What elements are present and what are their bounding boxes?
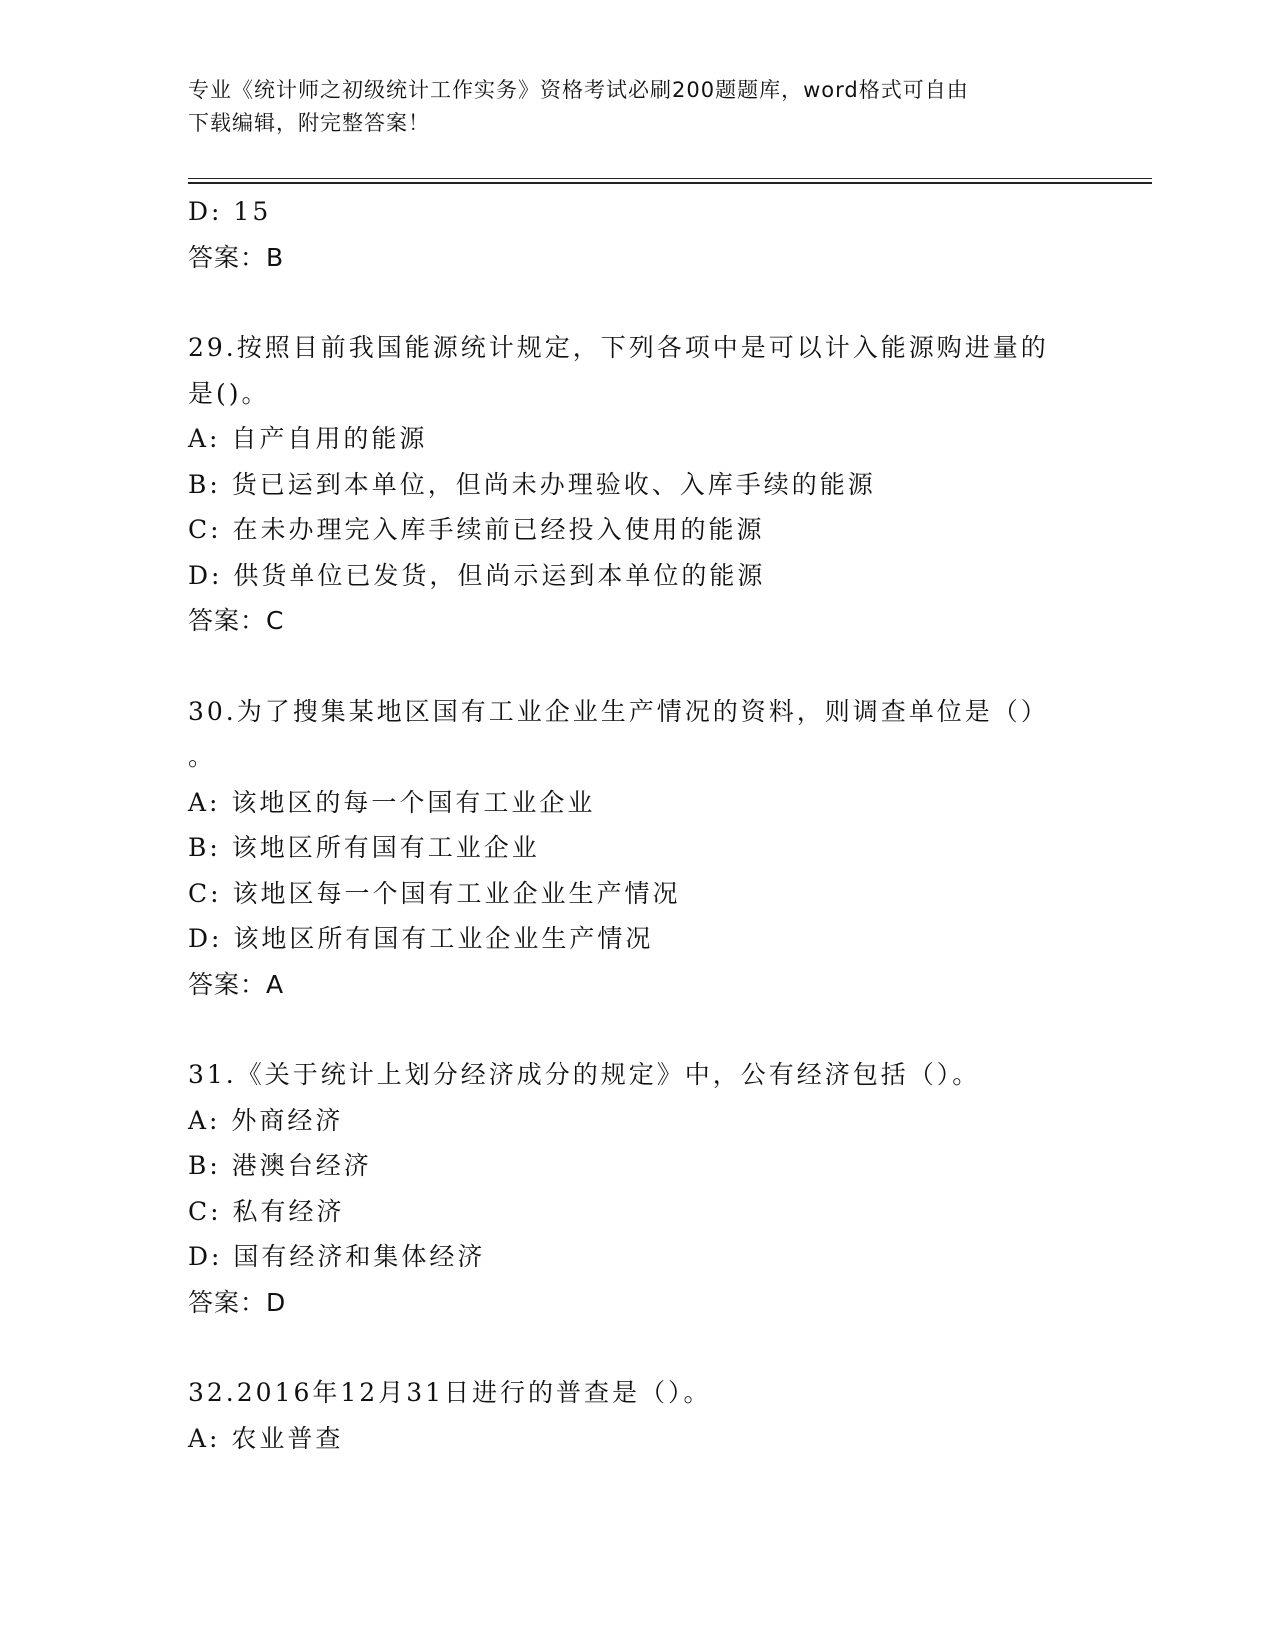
question-31 <box>188 1052 1148 1325</box>
option-d: D: 供货单位已发货，但尚示运到本单位的能源 <box>188 560 766 590</box>
question-29 <box>188 325 1148 644</box>
option-c: C: 该地区每一个国有工业企业生产情况 <box>188 878 681 908</box>
option-c: C: 私有经济 <box>188 1196 345 1226</box>
option-d: D: 国有经济和集体经济 <box>188 1242 486 1271</box>
question-stem: 30.为了搜集某地区国有工业企业生产情况的资料，则调查单位是（） <box>188 696 1049 726</box>
question-stem: 32.2016年12月31日进行的普查是（）。 <box>188 1378 712 1407</box>
question-30 <box>188 689 1148 1008</box>
option-b: B: 货已运到本单位，但尚未办理验收、入库手续的能源 <box>188 469 876 499</box>
header-line-2: 下载编辑，附完整答案！ <box>188 111 430 135</box>
question-stem-cont: 是()。 <box>188 378 270 408</box>
answer: 答案：D <box>188 1287 287 1317</box>
question-28-tail <box>188 189 1148 280</box>
document-header <box>188 74 1088 140</box>
question-list <box>188 189 1148 1461</box>
answer: 答案：C <box>188 606 285 635</box>
question-stem-cont: 。 <box>188 742 217 771</box>
option-d: D: 该地区所有国有工业企业生产情况 <box>188 924 654 953</box>
header-divider-thick <box>188 182 1152 184</box>
option-c: C: 在未办理完入库手续前已经投入使用的能源 <box>188 515 765 544</box>
option-b: B: 该地区所有国有工业企业 <box>188 833 540 862</box>
option-a: A: 自产自用的能源 <box>188 424 428 453</box>
question-stem: 29.按照目前我国能源统计规定，下列各项中是可以计入能源购进量的 <box>188 333 1049 362</box>
question-stem: 31.《关于统计上划分经济成分的规定》中，公有经济包括（）。 <box>188 1060 981 1089</box>
answer: 答案：B <box>188 242 285 272</box>
option-b: B: 港澳台经济 <box>188 1151 372 1180</box>
option-a: A: 农业普查 <box>188 1423 344 1453</box>
answer: 答案：A <box>188 969 285 999</box>
header-line-1: 专业《统计师之初级统计工作实务》资格考试必刷200题题库，word格式可自由 <box>188 78 969 102</box>
option-a: A: 该地区的每一个国有工业企业 <box>188 787 596 817</box>
option-a: A: 外商经济 <box>188 1105 344 1135</box>
question-32 <box>188 1370 1148 1461</box>
header-divider-thin <box>188 178 1152 179</box>
option-d: D: 15 <box>188 197 272 226</box>
